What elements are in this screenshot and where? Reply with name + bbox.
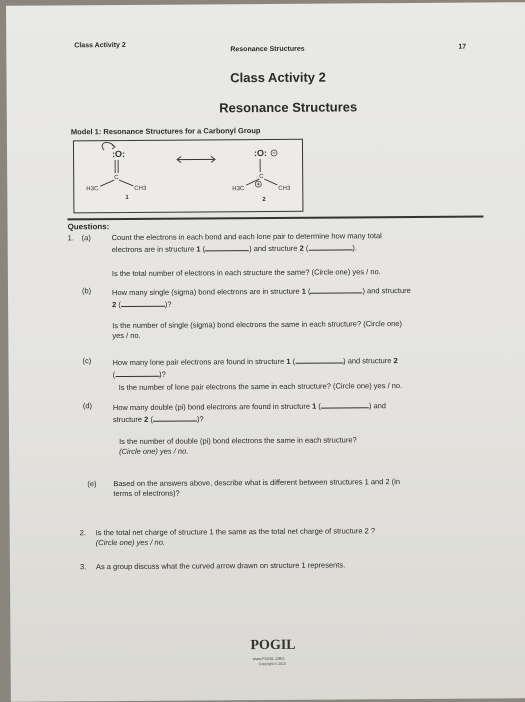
s2-oxygen: :O:	[254, 148, 267, 158]
q1a-followup: Is the total number of electrons in each structure the same? (Circle one) yes / no.	[112, 267, 381, 279]
q1e-label: (e)	[87, 479, 96, 489]
resonance-arrow-icon	[177, 156, 215, 162]
s2-number: 2	[262, 197, 266, 203]
q1d-answer-2[interactable]	[153, 412, 197, 421]
q1c-label: (c)	[82, 356, 91, 366]
header-center: Resonance Structures	[230, 46, 304, 54]
q1b-text: How many single (sigma) bond electrons are in structure 1 ( ) and structure 2 ( )?	[112, 283, 482, 310]
q1b-followup: Is the number of single (sigma) bond electrons the same in each structure? (Circle one) yes / no.	[112, 318, 482, 341]
q1d-text: How many double (pi) bond electrons are found in structure 1 ( ) and structure 2 ( )?	[113, 398, 483, 425]
worksheet-page	[6, 2, 525, 702]
s1-left-methyl: H3C	[86, 186, 99, 192]
q1d-label: (d)	[83, 401, 92, 411]
q3-number: 3.	[80, 562, 86, 572]
s1-number: 1	[125, 195, 129, 201]
s2-left-methyl: H3C	[232, 186, 245, 192]
questions-heading: Questions:	[68, 222, 110, 231]
structure-2	[232, 148, 291, 203]
s2-right-methyl: CH3	[278, 186, 291, 192]
q1b-answer-1[interactable]	[310, 284, 362, 293]
section-divider	[67, 215, 483, 220]
s1-oxygen: :O:	[112, 149, 125, 159]
page-title: Class Activity 2	[6, 68, 525, 87]
q2-number: 2.	[80, 528, 86, 538]
q1c-answer-2[interactable]	[115, 368, 159, 377]
q1b-answer-2[interactable]	[121, 298, 165, 307]
s2-carbon: C	[259, 174, 264, 180]
q1c-followup: Is the number of lone pair electrons the same in each structure? (Circle one) yes / no.	[119, 381, 403, 393]
q1d-followup: Is the number of double (pi) bond electrons the same in each structure? (Circle one) yes / no.	[119, 435, 479, 458]
footer-url: www.POGIL.ORG	[253, 656, 285, 661]
model-figure	[73, 139, 304, 214]
footer-copyright: Copyright © 2015	[259, 662, 286, 666]
q1a-text: Count the electrons in each bond and each lone pair to determine how many total electrons are in structure 1 ( ) and structure 2 ( ).	[112, 230, 482, 255]
q1a-answer-1[interactable]	[205, 242, 249, 251]
page-subtitle: Resonance Structures	[7, 98, 525, 117]
pogil-logo: POGIL	[250, 638, 295, 654]
s1-right-methyl: CH3	[134, 186, 147, 192]
structure-1	[86, 142, 147, 201]
q1c-answer-1[interactable]	[295, 354, 343, 363]
model-heading: Model 1: Resonance Structures for a Carbonyl Group	[71, 126, 261, 136]
q3-text: As a group discuss what the curved arrow drawn on structure 1 represents.	[96, 559, 486, 572]
q1a-answer-2[interactable]	[308, 241, 352, 250]
q1b-label: (b)	[82, 286, 91, 296]
q2-text: Is the total net charge of structure 1 the same as the total net charge of structure 2 ? (Circle one) yes / no.	[96, 525, 486, 548]
q1-number: 1.	[68, 233, 74, 243]
page-number: 17	[458, 44, 466, 51]
q1c-text: How many lone pair electrons are found in structure 1 ( ) and structure 2 ( )?	[112, 353, 482, 380]
header-left: Class Activity 2	[74, 42, 126, 49]
q1e-text: Based on the answers above, describe what is different between structures 1 and 2 (in terms of electrons)?	[113, 476, 485, 499]
q1a-label: (a)	[82, 233, 91, 243]
s1-carbon: C	[114, 175, 119, 181]
resonance-diagram	[74, 140, 302, 213]
q1d-answer-1[interactable]	[321, 399, 369, 408]
